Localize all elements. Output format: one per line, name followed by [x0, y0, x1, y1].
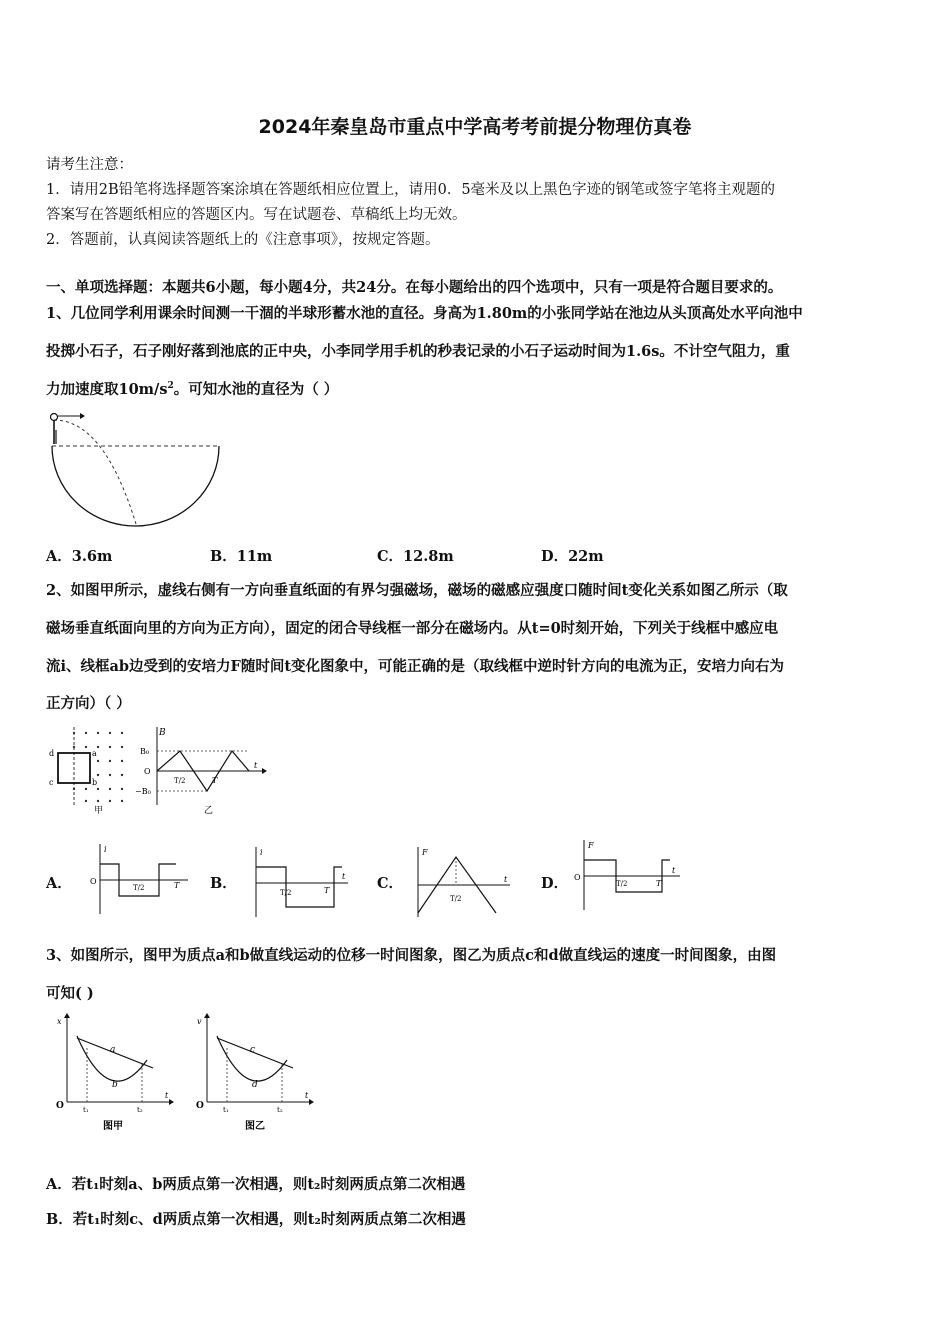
q1-option-c[interactable]: C．12.8m	[377, 548, 454, 565]
q2-line3: 流i、线框ab边受到的安培力F随时间t变化图象中，可能正确的是（取线框中逆时针方向的电流为正，安培力向右为	[46, 658, 785, 675]
fig2-O: O	[196, 1101, 204, 1111]
fig2-t: t	[305, 1091, 309, 1100]
bt-x-arrow	[262, 768, 267, 774]
graph-d-T2: T/2	[616, 880, 628, 888]
notice-heading: 请考生注意：	[46, 157, 133, 173]
q3-figure-jia	[55, 1012, 175, 1137]
graph-d-T: T	[656, 879, 662, 888]
q2-graph-a	[86, 842, 191, 917]
label-d: d	[49, 749, 55, 758]
fig2-t2: t₂	[277, 1106, 283, 1114]
fig1-O: O	[56, 1101, 64, 1111]
label-t: t	[254, 761, 258, 770]
q1-pool-figure	[44, 410, 229, 530]
notice-item2: 2．答题前，认真阅读答题纸上的《注意事项》，按规定答题。	[46, 232, 440, 248]
q2-line1: 2、如图甲所示，虚线右侧有一方向垂直纸面的有界匀强磁场，磁场的磁感应强度口随时间t变化关系如图乙所示（取	[46, 582, 788, 599]
fig1-t: t	[165, 1091, 169, 1100]
graph-d-O: O	[574, 873, 581, 882]
fig1-t2: t₂	[137, 1106, 143, 1114]
fig2-caption: 图乙	[245, 1121, 265, 1132]
q1-option-b[interactable]: B．11m	[210, 548, 273, 565]
q1-line2: 投掷小石子，石子刚好落到池底的正中央，小李同学用手机的秒表记录的小石子运动时间为1.6s。不计空气阻力，重	[46, 343, 790, 360]
q2-option-a[interactable]: A．	[46, 875, 72, 892]
field-dots	[73, 732, 123, 802]
pool-arc	[52, 446, 219, 526]
q1-line3	[46, 378, 916, 399]
fig1-axis: x	[57, 1017, 62, 1026]
label-T: T	[212, 776, 218, 785]
graph-a-O: O	[90, 877, 97, 886]
throw-arrowhead	[80, 413, 85, 419]
label-T2: T/2	[174, 777, 186, 785]
graph-d-t: t	[672, 866, 676, 875]
graph-b-i: i	[260, 848, 263, 857]
q1-line3-a: 力加速度取10m/s	[46, 381, 168, 398]
q3-line1: 3、如图所示，图甲为质点a和b做直线运动的位移一时间图象，图乙为质点c和d做直线运的速度一时间图象，由图	[46, 947, 777, 964]
graph-a-i: i	[104, 845, 107, 854]
q1-line1: 1、几位同学利用课余时间测一干涸的半球形蓄水池的直径。身高为1.80m的小张同学站在池边从头顶高处水平向池中	[46, 305, 803, 322]
fig1-b: b	[112, 1080, 118, 1090]
page-title: 2024年秦皇岛市重点中学高考考前提分物理仿真卷	[258, 116, 692, 138]
graph-b-T2: T/2	[280, 889, 292, 897]
q2-line2: 磁场垂直纸面向里的方向为正方向），固定的闭合导线框一部分在磁场内。从t=0时刻开始，下列关于线框中感应电	[46, 620, 779, 637]
notice-item1-line1: 1．请用2B铅笔将选择题答案涂填在答题纸相应位置上，请用0．5毫米及以上黑色字迹的钢笔或签字笔将主观题的	[46, 182, 776, 198]
fig2-c: c	[250, 1045, 256, 1055]
label-negB0: −B₀	[135, 787, 151, 796]
label-jia: 甲	[94, 806, 104, 816]
label-yi: 乙	[204, 806, 214, 816]
q1-option-d[interactable]: D．22m	[541, 548, 604, 565]
q3-option-b[interactable]: B．若t₁时刻c、d两质点第一次相遇，则t₂时刻两质点第二次相遇	[46, 1211, 466, 1228]
graph-c-T2: T/2	[450, 895, 462, 903]
q2-figure-jia-yi	[44, 725, 274, 820]
q1-line3-b: 。可知水池的直径为（ ）	[173, 381, 339, 398]
fig1-a: a	[110, 1045, 116, 1055]
graph-c-t: t	[504, 875, 508, 884]
q2-option-d[interactable]: D．	[541, 875, 569, 892]
graph-c-F: F	[422, 848, 428, 857]
q3-figure-yi	[195, 1012, 315, 1137]
q2-graph-d	[572, 838, 684, 913]
label-B0: B₀	[140, 747, 150, 756]
label-a: a	[92, 749, 97, 758]
q2-graph-b	[246, 845, 351, 920]
q2-option-c[interactable]: C．	[377, 875, 404, 892]
fig2-axis: v	[197, 1017, 202, 1026]
person-head	[51, 414, 58, 421]
label-c: c	[49, 778, 54, 787]
q2-line4: 正方向）（ ）	[46, 695, 131, 712]
notice-item1-line2: 答案写在答题纸相应的答题区内。写在试题卷、草稿纸上均无效。	[46, 207, 467, 223]
label-O: O	[144, 767, 151, 776]
fig1-t1: t₁	[83, 1106, 89, 1114]
graph-a-T2: T/2	[133, 884, 145, 892]
stone-trajectory	[54, 420, 136, 524]
fig2-t1: t₁	[223, 1106, 229, 1114]
q1-line3-sup: 2	[167, 381, 174, 392]
graph-b-t: t	[342, 872, 346, 881]
graph-b-T: T	[324, 886, 330, 895]
label-b: b	[92, 778, 98, 787]
q3-line2: 可知( )	[46, 985, 94, 1002]
graph-a-T: T	[174, 881, 180, 890]
fig1-caption: 图甲	[103, 1121, 123, 1132]
q3-option-a[interactable]: A．若t₁时刻a、b两质点第一次相遇，则t₂时刻两质点第二次相遇	[46, 1176, 466, 1193]
q1-option-a[interactable]: A．3.6m	[46, 548, 113, 565]
fig2-d: d	[252, 1080, 258, 1090]
q2-option-b[interactable]: B．	[210, 875, 237, 892]
q2-graph-c	[408, 845, 513, 920]
label-B: B	[159, 728, 166, 738]
section1-heading: 一、单项选择题：本题共6小题，每小题4分，共24分。在每小题给出的四个选项中，只有一项是符合题目要求的。	[46, 279, 783, 296]
graph-d-F: F	[588, 841, 594, 850]
